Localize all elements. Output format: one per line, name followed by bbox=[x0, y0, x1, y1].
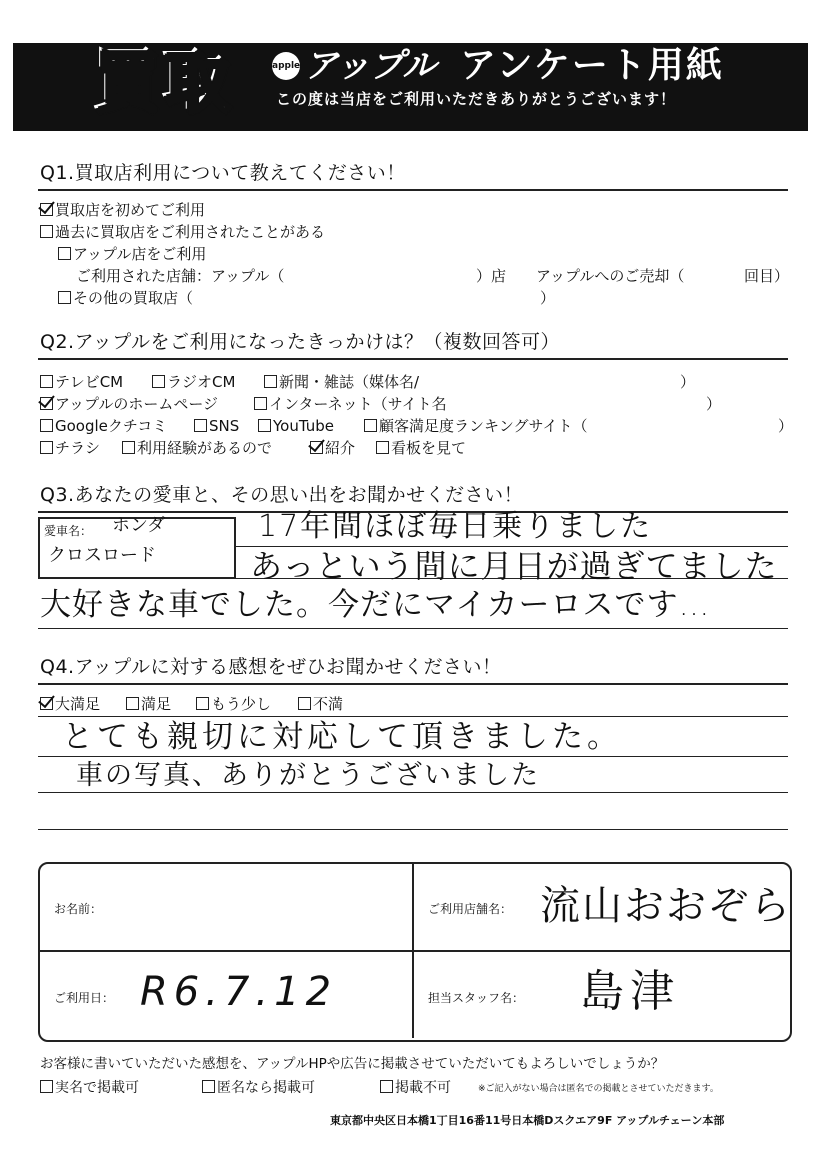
q2-option-radio-cm[interactable]: ラジオCM bbox=[152, 372, 235, 392]
q4-option-very-satisfied[interactable]: 大満足 bbox=[40, 694, 100, 714]
visit-date-label: ご利用日： bbox=[54, 991, 115, 1005]
q2-row2-close: ） bbox=[706, 395, 722, 413]
checkbox[interactable] bbox=[58, 247, 71, 260]
store-name-handwritten: 流山おおぞら bbox=[540, 883, 792, 929]
name-label: お名前： bbox=[54, 902, 103, 916]
staff-name-handwritten: 島津 bbox=[580, 966, 680, 1017]
q1-option-first-time[interactable]: 買取店を初めてご利用 bbox=[40, 200, 205, 220]
checkbox-checked[interactable] bbox=[40, 697, 53, 710]
checkbox[interactable] bbox=[58, 291, 71, 304]
q2-row1-close: ） bbox=[680, 373, 696, 391]
q2-option-ranking-site[interactable]: 顧客満足度ランキングサイト（ bbox=[364, 416, 588, 436]
q1-option-apple-store[interactable]: アップル店をご利用 bbox=[58, 244, 206, 264]
form-title: アンケート用紙 bbox=[460, 45, 724, 86]
q2-option-newspaper[interactable]: 新聞・雑誌（媒体名/ bbox=[264, 372, 419, 392]
q4-line-3 bbox=[38, 792, 788, 793]
permission-question: お客様に書いていただいた感想を、アップルHPや広告に掲載させていただいてもよろしいでしょうか？ bbox=[40, 1056, 665, 1072]
checkbox[interactable] bbox=[40, 375, 53, 388]
checkbox[interactable] bbox=[194, 419, 207, 432]
permission-option-real-name[interactable]: 実名で掲載可 bbox=[40, 1078, 139, 1098]
checkbox[interactable] bbox=[202, 1080, 215, 1093]
checkbox[interactable] bbox=[264, 375, 277, 388]
q2-option-homepage[interactable]: アップルのホームページ bbox=[40, 394, 218, 414]
q1-divider bbox=[38, 189, 788, 191]
info-box-horizontal-divider bbox=[38, 950, 792, 952]
checkbox[interactable] bbox=[196, 697, 209, 710]
apple-logo-icon: apple bbox=[272, 52, 300, 80]
q4-line-4 bbox=[38, 829, 788, 830]
checkbox[interactable] bbox=[40, 441, 53, 454]
q1-store-name-line: ご利用された店舗：アップル（ bbox=[76, 267, 285, 285]
q3-title: Q3.あなたの愛車と、その思い出をお聞かせください！ bbox=[40, 484, 524, 506]
q2-option-youtube[interactable]: YouTube bbox=[258, 416, 334, 436]
q4-line-2 bbox=[38, 756, 788, 757]
checkbox[interactable] bbox=[152, 375, 165, 388]
brand-logo: アップル bbox=[304, 46, 437, 86]
checkbox-checked[interactable] bbox=[40, 203, 53, 216]
comment-handwritten-2: 車の写真、ありがとうございました bbox=[76, 760, 540, 791]
footer-address: 東京都中央区日本橋1丁目16番11号日本橋Dスクエア9F アップルチェーン本部 bbox=[330, 1114, 725, 1127]
checkbox[interactable] bbox=[122, 441, 135, 454]
checkbox[interactable] bbox=[40, 419, 53, 432]
car-name-handwritten-2: クロスロード bbox=[48, 545, 156, 566]
checkbox[interactable] bbox=[298, 697, 311, 710]
q1-visit-count-label: アップルへのご売却（ bbox=[536, 267, 685, 285]
checkbox[interactable] bbox=[376, 441, 389, 454]
comment-handwritten-1: とても親切に対応して頂きました。 bbox=[62, 719, 622, 755]
q2-option-google-reviews[interactable]: Googleクチコミ bbox=[40, 416, 167, 436]
q2-divider bbox=[38, 358, 788, 360]
q2-option-past-use[interactable]: 利用経験があるので bbox=[122, 438, 272, 458]
kaitori-title: 買取 bbox=[95, 45, 235, 122]
car-name-label: 愛車名： bbox=[44, 524, 93, 538]
checkbox[interactable] bbox=[254, 397, 267, 410]
q1-store-name-close: ）店 bbox=[476, 267, 507, 285]
q2-row3-close: ） bbox=[778, 417, 794, 435]
checkbox[interactable] bbox=[364, 419, 377, 432]
memory-handwritten-2: あっという間に月日が過ぎてました bbox=[250, 547, 778, 585]
q1-option-other-store[interactable]: その他の買取店（ bbox=[58, 288, 193, 308]
q4-divider bbox=[38, 683, 788, 685]
header-subtitle: この度は当店をご利用いただきありがとうございます！ bbox=[276, 90, 677, 108]
q2-option-internet[interactable]: インターネット（サイト名 bbox=[254, 394, 447, 414]
permission-option-decline[interactable]: 掲載不可 bbox=[380, 1078, 451, 1098]
q2-option-flyer[interactable]: チラシ bbox=[40, 438, 100, 458]
q4-option-satisfied[interactable]: 満足 bbox=[126, 694, 171, 714]
visit-date-handwritten: R6.7.12 bbox=[140, 969, 338, 1015]
q2-option-referral[interactable]: 紹介 bbox=[310, 438, 355, 458]
q4-option-dissatisfied[interactable]: 不満 bbox=[298, 694, 343, 714]
permission-note: ※ご記入がない場合は匿名での掲載とさせていただきます。 bbox=[478, 1084, 719, 1094]
q2-option-signboard[interactable]: 看板を見て bbox=[376, 438, 466, 458]
q1-title: Q1.買取店利用について教えてください！ bbox=[40, 162, 406, 184]
q4-line-1 bbox=[38, 716, 788, 717]
q2-option-sns[interactable]: SNS bbox=[194, 416, 239, 436]
checkbox-checked[interactable] bbox=[310, 441, 323, 454]
q2-title: Q2.アップルをご利用になったきっかけは？（複数回答可） bbox=[40, 331, 560, 353]
q1-other-store-close: ） bbox=[540, 289, 556, 307]
q4-title: Q4.アップルに対する感想をぜひお聞かせください！ bbox=[40, 656, 502, 678]
memory-handwritten-3: 大好きな車でした。今だにマイカーロスです… bbox=[40, 587, 711, 623]
checkbox-checked[interactable] bbox=[40, 397, 53, 410]
q1-option-used-before[interactable]: 過去に買取店をご利用されたことがある bbox=[40, 222, 325, 242]
q3-line-3 bbox=[38, 628, 788, 629]
store-name-label: ご利用店舗名： bbox=[428, 902, 513, 916]
checkbox[interactable] bbox=[126, 697, 139, 710]
memory-handwritten-1: 17年間ほぼ毎日乗りました bbox=[258, 509, 653, 544]
checkbox[interactable] bbox=[258, 419, 271, 432]
staff-name-label: 担当スタッフ名： bbox=[428, 991, 525, 1005]
checkbox[interactable] bbox=[40, 225, 53, 238]
permission-option-anonymous[interactable]: 匿名なら掲載可 bbox=[202, 1078, 315, 1098]
checkbox[interactable] bbox=[40, 1080, 53, 1093]
checkbox[interactable] bbox=[380, 1080, 393, 1093]
q1-visit-count-close: 回目） bbox=[744, 267, 790, 285]
q2-option-tv-cm[interactable]: テレビCM bbox=[40, 372, 123, 392]
q4-option-somewhat[interactable]: もう少し bbox=[196, 694, 271, 714]
car-name-handwritten-1: ホンダ bbox=[112, 515, 166, 536]
